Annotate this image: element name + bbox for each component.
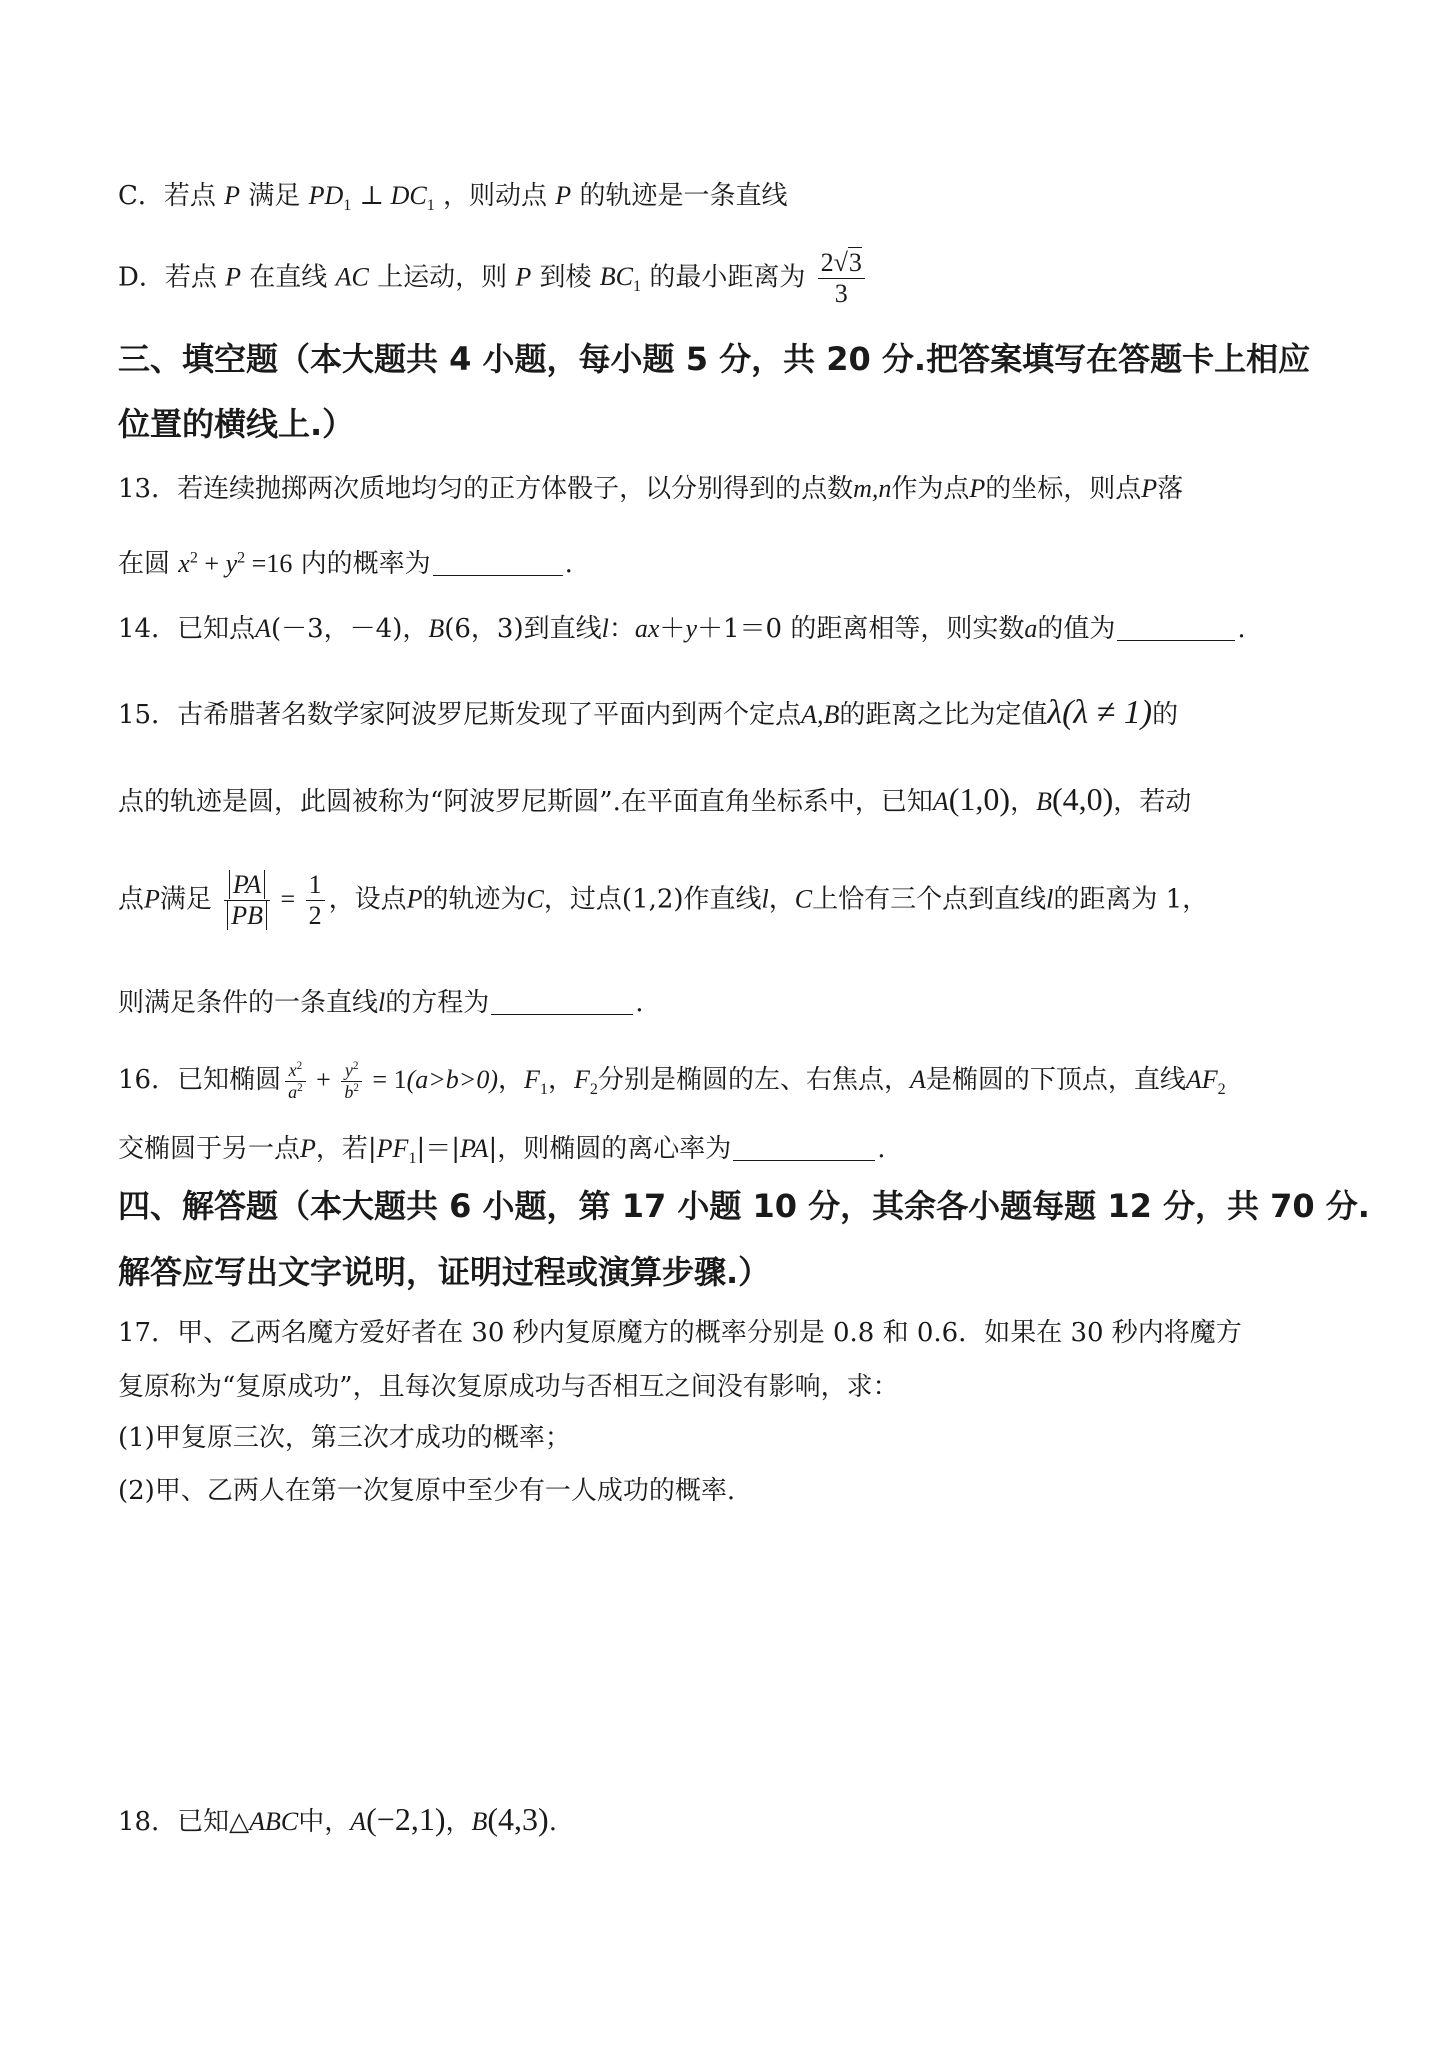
- option-c-text: 满足: [248, 181, 301, 211]
- var-y: y: [685, 614, 697, 643]
- segment-pf1: [376, 1134, 417, 1168]
- equals-1: = 1: [365, 1065, 407, 1095]
- point-a: A: [932, 787, 949, 816]
- pd-sub: 1: [343, 197, 352, 215]
- dc-label: DC: [390, 181, 427, 210]
- fraction-denominator: 3: [834, 278, 848, 308]
- point-b: B: [1036, 787, 1052, 816]
- point-p: P: [515, 262, 532, 292]
- q15-text: 上恰有三个点到直线: [812, 884, 1047, 915]
- fraction-x2-over-a2: [285, 1060, 306, 1102]
- option-d-text: 在直线: [249, 262, 328, 293]
- q13-text: 13．若连续抛掷两次质地均匀的正方体骰子，以分别得到的点数: [118, 474, 854, 504]
- q15-text: ，过点(1,2)作直线: [543, 884, 762, 915]
- plus: +: [197, 549, 226, 578]
- point-p: P: [406, 884, 423, 914]
- q16-text: ，: [547, 1065, 574, 1096]
- edge-bc1: [599, 262, 642, 296]
- plus: +: [309, 1065, 338, 1095]
- point-p: P: [300, 1134, 316, 1163]
- q18-text: 中，: [298, 1807, 351, 1837]
- q15-text: 则满足条件的一条直线: [118, 988, 379, 1018]
- fraction-2sqrt3-over-3: [818, 248, 865, 309]
- section-4-heading-cont: 解答应写出文字说明，证明过程或演算步骤.）: [118, 1253, 771, 1291]
- f-sub: 1: [539, 1081, 548, 1099]
- f-label: F: [573, 1065, 590, 1095]
- q15-text: 15．古希腊著名数学家阿波罗尼斯发现了平面内到两个定点: [118, 700, 802, 730]
- answer-blank[interactable]: [491, 988, 633, 1015]
- point-a: A: [350, 1807, 367, 1836]
- point-a-coords: (−2,1): [366, 1801, 446, 1837]
- fraction-denominator: [285, 1082, 306, 1103]
- section-3-heading-cont: 位置的横线上.）: [118, 405, 355, 443]
- q15-text: 满足: [159, 884, 212, 915]
- q15-text: 点的轨迹是圆，此圆被称为“阿波罗尼斯圆”.在平面直角坐标系中，已知: [118, 787, 933, 817]
- fraction-denominator: [341, 1082, 362, 1103]
- q16-text: ，若|: [315, 1134, 377, 1164]
- section-4-heading: 四、解答题（本大题共 6 小题，第 17 小题 10 分，其余各小题每题 12 分，共 70 分.: [118, 1187, 1370, 1225]
- points-ab: A,B: [801, 700, 840, 729]
- q14-text: 的值为: [1037, 614, 1116, 644]
- q13-text: 落: [1157, 474, 1184, 504]
- question-17-cont: 复原称为“复原成功”，且每次复原成功与否相互之间没有影响，求：: [118, 1372, 899, 1402]
- point-p: P: [969, 474, 986, 503]
- line-l: l: [601, 614, 609, 643]
- q14-text: (6，3)到直线: [444, 614, 602, 644]
- fraction-numerator: 2√3: [818, 248, 865, 279]
- ratio-pa-over-pb: [224, 870, 270, 931]
- exponent: 2: [297, 1081, 303, 1094]
- focus-f1: [524, 1065, 548, 1099]
- line-l: l: [1046, 884, 1054, 914]
- pf-sub: 1: [408, 1150, 417, 1168]
- line-l: l: [761, 884, 769, 914]
- question-18: [118, 1800, 1387, 1838]
- q15-text: ，设点: [328, 884, 407, 915]
- question-13-cont: [118, 548, 1387, 580]
- var-a: a: [1024, 614, 1038, 643]
- period: .: [635, 988, 644, 1018]
- question-15-line2: [118, 780, 1387, 818]
- point-b: B: [428, 614, 445, 643]
- answer-blank[interactable]: [1117, 614, 1235, 641]
- q14-text: ＋: [659, 614, 686, 644]
- fraction-y2-over-b2: [341, 1060, 362, 1102]
- question-17-part-2: (2)甲、乙两人在第一次复原中至少有一人成功的概率.: [118, 1476, 736, 1506]
- option-d-label: D．若点: [118, 262, 217, 293]
- segment-pd1: [308, 181, 352, 215]
- half-denominator: 2: [308, 900, 322, 930]
- exponent: 2: [353, 1081, 359, 1094]
- ratio-denominator: [224, 901, 270, 931]
- triangle-abc: ABC: [249, 1807, 299, 1836]
- point-a: A: [255, 614, 271, 643]
- exponent: 2: [296, 1060, 303, 1072]
- point-a: A: [909, 1065, 926, 1095]
- point-p: P: [225, 262, 242, 292]
- q15-text: 的方程为: [385, 988, 490, 1018]
- pd-label: PD: [308, 181, 344, 210]
- abs-pb: PB: [227, 901, 267, 930]
- point-a-coords: (1,0): [948, 781, 1011, 817]
- var-y: y: [225, 549, 238, 578]
- curve-c: C: [526, 884, 544, 914]
- q16-text: |＝|: [416, 1134, 461, 1164]
- q16-text: 16．已知椭圆: [118, 1065, 282, 1096]
- bc-label: BC: [599, 262, 634, 292]
- f-label: F: [524, 1065, 540, 1095]
- lambda-condition: λ(λ ≠ 1): [1047, 694, 1153, 731]
- var-mn: m,n: [853, 474, 892, 503]
- question-15-line4: [118, 987, 1387, 1019]
- q16-text: ，: [498, 1065, 525, 1096]
- var-b: b: [344, 1081, 354, 1102]
- pf-label: PF: [376, 1134, 409, 1163]
- option-c: [118, 180, 1387, 215]
- q16-text: 分别是椭圆的左、右焦点，: [597, 1065, 910, 1096]
- line-ac: AC: [335, 262, 369, 292]
- option-c-text: 的轨迹是一条直线: [579, 181, 788, 211]
- f-sub: 2: [589, 1081, 598, 1099]
- q15-text: 的距离为 1，: [1053, 884, 1209, 915]
- point-b-coords: (4,3): [487, 1801, 549, 1837]
- fraction-numerator: [285, 1060, 306, 1082]
- exponent: 2: [352, 1060, 359, 1072]
- question-13: [118, 473, 1387, 505]
- point-p: P: [224, 181, 241, 210]
- point-b-coords: (4,0): [1051, 781, 1114, 817]
- question-15-line3: [118, 870, 1387, 931]
- segment-pa: PA: [460, 1134, 489, 1163]
- q18-text: ，: [445, 1807, 472, 1837]
- q16-text: 是椭圆的下顶点，直线: [925, 1065, 1186, 1096]
- var-x: x: [288, 1060, 297, 1080]
- af-label: AF: [1185, 1065, 1218, 1095]
- q15-text: ，: [1010, 787, 1037, 817]
- answer-blank[interactable]: [433, 549, 563, 576]
- question-16: [118, 1060, 1387, 1102]
- option-d-text: 上运动，则: [377, 262, 508, 293]
- q14-text: 14．已知点: [118, 614, 256, 644]
- period: .: [564, 549, 573, 579]
- point-b: B: [471, 1807, 488, 1836]
- q15-text: 的: [1152, 700, 1179, 730]
- q14-text: ：: [608, 614, 635, 644]
- q15-text: 的轨迹为: [422, 884, 527, 915]
- q13-text: 在圆: [118, 549, 171, 579]
- condition-a-gt-b: (a>b>0): [406, 1065, 498, 1095]
- answer-blank[interactable]: [733, 1134, 875, 1161]
- equals-16: =16: [245, 549, 293, 578]
- segment-dc1: [390, 181, 435, 215]
- var-x: x: [178, 549, 190, 578]
- q18-text: 18．已知△: [118, 1807, 250, 1837]
- fraction-numerator: [341, 1060, 362, 1082]
- line-l: l: [378, 988, 386, 1017]
- section-3-heading: 三、填空题（本大题共 4 小题，每小题 5 分，共 20 分.把答案填写在答题卡上相应: [118, 340, 1311, 378]
- question-14: [118, 613, 1387, 645]
- point-p: P: [1141, 474, 1158, 503]
- perp-symbol: ⊥: [359, 181, 391, 210]
- q16-text: |，则椭圆的离心率为: [488, 1134, 732, 1164]
- option-d-text: 到棱: [539, 262, 592, 293]
- option-c-text: ，则动点: [443, 181, 548, 211]
- q14-text: ＋1＝0 的距离相等，则实数: [696, 614, 1025, 644]
- ratio-numerator: [224, 870, 270, 901]
- question-17-part-1: (1)甲复原三次，第三次才成功的概率；: [118, 1423, 571, 1453]
- question-17: 17．甲、乙两名魔方爱好者在 30 秒内复原魔方的概率分别是 0.8 和 0.6．如果在 30 秒内将魔方: [118, 1318, 1242, 1348]
- q13-text: 内的概率为: [300, 549, 431, 579]
- abs-pa: PA: [229, 870, 265, 899]
- period: .: [548, 1807, 557, 1837]
- equals: =: [273, 884, 302, 914]
- q15-text: 点: [118, 884, 145, 915]
- af-sub: 2: [1217, 1081, 1226, 1099]
- var-a: a: [288, 1081, 298, 1102]
- exponent: 2: [189, 549, 198, 567]
- bc-sub: 1: [633, 278, 642, 296]
- option-d-text: 的最小距离为: [649, 262, 806, 293]
- q14-text: (－3，－4)，: [270, 614, 429, 644]
- q13-text: 的坐标，则点: [985, 474, 1142, 504]
- var-y: y: [344, 1060, 353, 1080]
- q15-text: 的距离之比为定值: [839, 700, 1048, 730]
- fraction-half: [306, 870, 325, 931]
- focus-f2: [573, 1065, 598, 1099]
- question-16-cont: [118, 1133, 1387, 1168]
- q13-text: 作为点: [891, 474, 970, 504]
- dc-sub: 1: [426, 197, 435, 215]
- option-d: [118, 248, 1387, 309]
- curve-c: C: [794, 884, 813, 914]
- point-p: P: [144, 884, 160, 914]
- q16-text: 交椭圆于另一点: [118, 1134, 301, 1164]
- half-numerator: 1: [306, 870, 325, 901]
- term-ax: ax: [634, 614, 660, 643]
- numerator-coef: 2: [820, 248, 834, 277]
- question-15: [118, 693, 1387, 734]
- q15-text: ，若动: [1113, 787, 1192, 817]
- option-c-label: C．若点: [118, 181, 216, 211]
- numerator-radicand: 3: [848, 248, 862, 277]
- exponent: 2: [237, 549, 246, 567]
- point-p: P: [555, 181, 572, 210]
- line-af2: [1185, 1065, 1226, 1099]
- q15-text: ，: [768, 884, 795, 915]
- period: .: [877, 1134, 886, 1164]
- period: .: [1237, 614, 1246, 644]
